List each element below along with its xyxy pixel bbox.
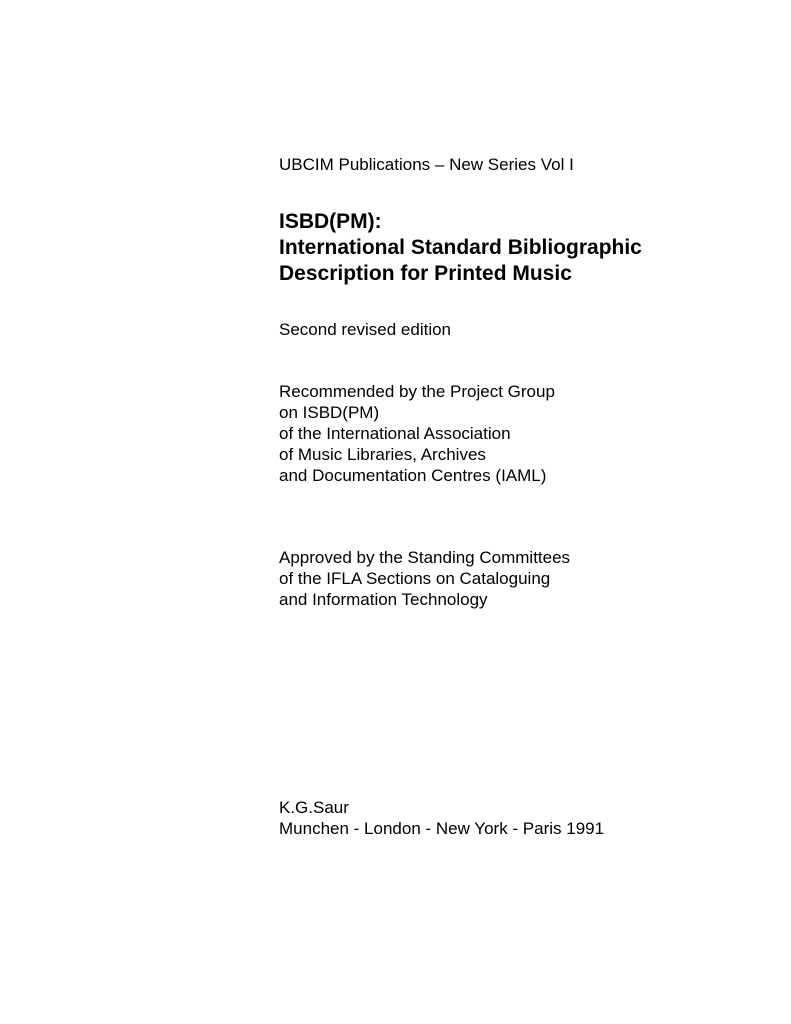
series-statement: UBCIM Publications – New Series Vol I: [279, 155, 574, 174]
approval-line: Approved by the Standing Committees: [279, 548, 571, 567]
approval-line: and Information Technology: [279, 590, 488, 609]
title-line-2: International Standard Bibliographic: [279, 236, 642, 259]
publication-places-year: Munchen - London - New York - Paris 1991: [279, 819, 605, 838]
approval-line: of the IFLA Sections on Cataloguing: [279, 569, 551, 588]
recommendation-line: and Documentation Centres (IAML): [279, 466, 547, 485]
title-line-1: ISBD(PM):: [279, 210, 382, 233]
recommendation-line: of the International Association: [279, 424, 511, 443]
recommendation-line: on ISBD(PM): [279, 403, 380, 422]
recommendation-line: Recommended by the Project Group: [279, 382, 555, 401]
publisher-name: K.G.Saur: [279, 798, 349, 817]
title-line-3: Description for Printed Music: [279, 262, 572, 285]
recommendation-line: of Music Libraries, Archives: [279, 445, 486, 464]
edition-statement: Second revised edition: [279, 320, 452, 339]
